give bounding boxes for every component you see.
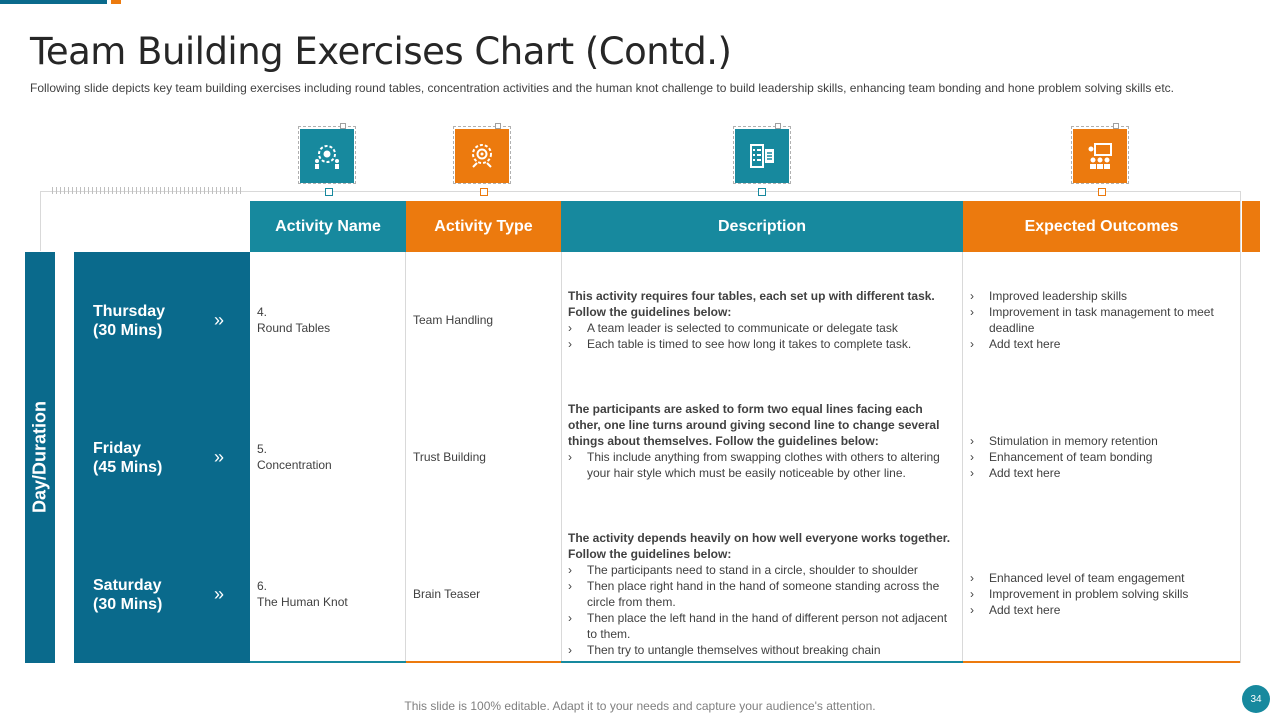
activity-name: 6. The Human Knot	[257, 579, 348, 609]
footer-note: This slide is 100% editable. Adapt it to your needs and capture your audience's attention.	[404, 699, 876, 713]
column-divider	[962, 252, 963, 663]
page-subtitle: Following slide depicts key team building exercises including round tables, concentration activities and the human knot challenge to build leadership skills, enhancing team bonding and hone problem solving skills etc.	[30, 81, 1175, 95]
top-accent-bar-blue	[0, 0, 107, 4]
day-label: Friday (45 Mins)	[93, 440, 163, 476]
description: The participants are asked to form two equal lines facing each other, one line turns around giving second line to change several things about themselves. Follow the guidelines below: › This include anything from swapping clothes with others to altering your hair style which must be easily noticeable by other line.	[568, 401, 958, 481]
day-label: Saturday (30 Mins)	[93, 577, 163, 613]
expected-outcomes: › Stimulation in memory retention › Enhancement of team bonding › Add text here	[970, 433, 1232, 481]
expected-outcomes: › Enhanced level of team engagement › Improvement in problem solving skills › Add text here	[970, 570, 1232, 618]
team-board-icon	[1073, 129, 1127, 183]
icon-connector-dot	[325, 188, 333, 196]
page-title: Team Building Exercises Chart (Contd.)	[30, 30, 732, 73]
chevron-right-icon: »	[214, 447, 225, 467]
header-edge-tab	[1242, 201, 1260, 252]
page-number-badge: 34	[1242, 685, 1270, 713]
icon-connector-dot	[480, 188, 488, 196]
header-expected-outcomes: Expected Outcomes	[963, 201, 1240, 252]
chevron-right-icon: »	[214, 584, 225, 604]
description: The activity depends heavily on how well everyone works together. Follow the guidelines below: › The participants need to stand in a circle, shoulder to shoulder › Then place right hand in the hand of someone standing across the circle from them. › Then place the left hand in the hand of different person not adjacent to them. › Then try to untangle themselves without breaking chain	[568, 530, 958, 658]
header-description: Description	[561, 201, 963, 252]
column-divider	[561, 252, 562, 663]
frame-line-left	[40, 191, 41, 251]
top-accent-bar-orange	[111, 0, 121, 4]
ruler-ticks	[52, 187, 242, 194]
expected-outcomes: › Improved leadership skills › Improvement in task management to meet deadline › Add text here	[970, 288, 1232, 352]
activity-type: Trust Building	[413, 450, 486, 464]
frame-line-right	[1240, 191, 1241, 663]
icon-connector-dot	[758, 188, 766, 196]
description: This activity requires four tables, each set up with different task. Follow the guidelines below: › A team leader is selected to communicate or delegate task › Each table is timed to see how long it takes to complete task.	[568, 288, 958, 352]
header-activity-type: Activity Type	[406, 201, 561, 252]
activity-type: Team Handling	[413, 313, 494, 327]
day-duration-label: Day/Duration	[29, 400, 50, 514]
activity-type: Brain Teaser	[413, 587, 481, 601]
icon-connector-dot	[1098, 188, 1106, 196]
column-divider	[405, 252, 406, 663]
bottom-border-orange	[406, 661, 561, 663]
header-activity-name: Activity Name	[250, 201, 406, 252]
bottom-border-teal	[250, 661, 406, 663]
bottom-border-orange	[963, 661, 1240, 663]
chevron-right-icon: »	[214, 310, 225, 330]
bottom-border-teal	[561, 661, 963, 663]
gear-people-icon	[300, 129, 354, 183]
activity-name: 5. Concentration	[257, 442, 332, 472]
activity-name: 4. Round Tables	[257, 305, 331, 335]
day-label: Thursday (30 Mins)	[93, 303, 166, 339]
checklist-icon	[735, 129, 789, 183]
gear-target-icon	[455, 129, 509, 183]
